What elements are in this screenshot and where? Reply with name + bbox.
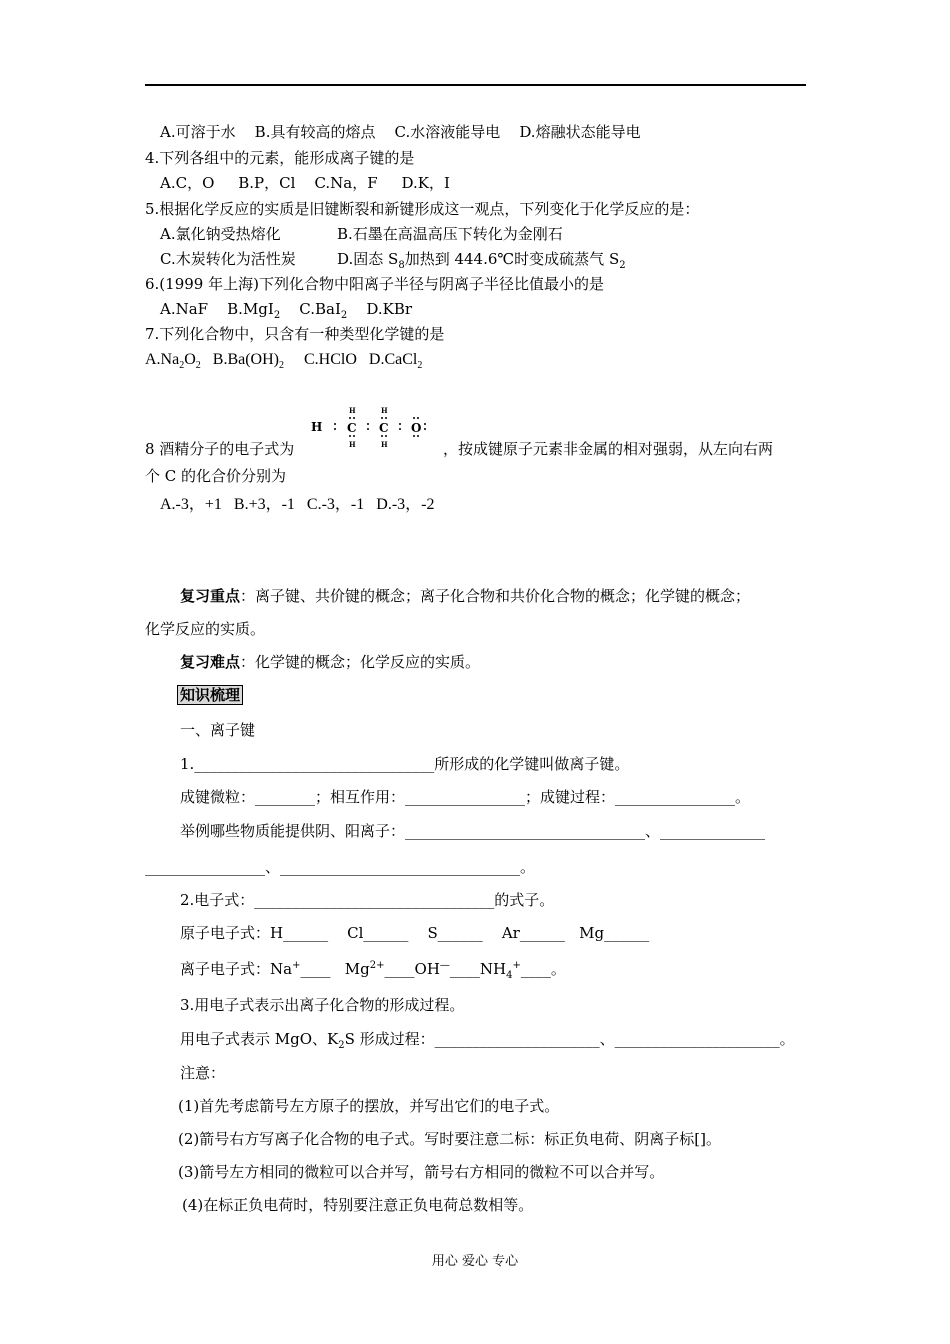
review-key: 复习重点：离子键、共价键的概念；离子化合物和共价化合物的概念；化学键的概念；: [180, 587, 751, 605]
q4-stem: 4.下列各组中的元素，能形成离子键的是: [145, 149, 415, 167]
q5-option-b: B.石墨在高温高压下转化为金刚石: [337, 225, 563, 243]
q7-stem: 7.下列化合物中，只含有一种类型化学键的是: [145, 325, 445, 343]
item-2-atom-formula: 原子电子式：H______ Cl______ S______ Ar______ Mg______: [180, 924, 650, 942]
review-difficulty: 复习难点：化学键的概念；化学反应的实质。: [180, 653, 481, 671]
item-1-particles: 成键微粒：________；相互作用：________________；成键过程：________________。: [180, 788, 751, 806]
lewis-c1: C: [347, 421, 357, 435]
lewis-o: O: [411, 421, 422, 435]
review-difficulty-label: 复习难点: [180, 653, 241, 671]
note-heading: 注意：: [180, 1064, 226, 1082]
q5-option-a: A.氯化钠受热熔化: [160, 225, 281, 243]
q5-option-c: C.木炭转化为活性炭: [160, 250, 296, 268]
item-2-ion-formula: 离子电子式：Na+____ $Mg^{2+}\_\_\_\_OH^—\_\_\_\_NH_4^+\_\_\_\_$。: [180, 960, 566, 981]
page-footer: 用心 爱心 专心: [431, 1254, 519, 1269]
section-1-heading: 一、离子键: [180, 721, 256, 739]
lewis-c2: C: [379, 421, 389, 435]
q8-options: A.-3，+1 B.+3，-1 C.-3，-1 D.-3，-2: [160, 496, 435, 513]
q5-stem: 5.根据化学反应的实质是旧键断裂和新键形成这一观点，下列变化于化学反应的是：: [145, 200, 700, 218]
q5-option-d: D.固态 $S_8$加热到 444.6℃时变成硫蒸气 $S_2$: [337, 250, 626, 271]
ethanol-lewis-structure: [309, 405, 427, 449]
item-1-examples-cont: ________________、________________________________。: [145, 858, 536, 876]
review-key-label: 复习重点: [180, 587, 241, 605]
note-3: (3)箭号左方相同的微粒可以合并写，箭号右方相同的微粒不可以合并写。: [178, 1163, 665, 1181]
q6-options: A.NaF B.MgI$_2$ C.BaI$_2$ D.KBr: [160, 300, 413, 321]
q3-options: A.可溶于水 B.具有较高的熔点 C.水溶液能导电 D.熔融状态能导电: [160, 123, 641, 141]
q7-options: $A.Na_2O_2$ $B.Ba(OH)_2$ C.HClO D.CaCl$_2$: [145, 351, 423, 371]
item-3: 3.用电子式表示出离子化合物的形成过程。: [180, 996, 465, 1014]
review-key-line2: 化学反应的实质。: [145, 620, 266, 638]
item-2: 2.电子式：________________________________的式子。: [180, 891, 555, 909]
q6-stem: 6.(1999 年上海)下列化合物中阳离子半径与阴离子半径比值最小的是: [145, 275, 604, 293]
q4-options: A.C，O B.P，Cl C.Na，F D.K，I: [160, 174, 450, 192]
lewis-h-left: H: [311, 420, 323, 434]
header-rule: [145, 84, 806, 86]
item-1: 1.________________________________所形成的化学键叫做离子键。: [180, 755, 630, 773]
lewis-h-bot2: H: [381, 440, 388, 449]
item-3-process: 用电子式表示 MgO、$K_2S$ 形成过程：______________________、______________________。: [180, 1030, 795, 1051]
q8-stem-line2: 个 C 的化合价分别为: [145, 467, 287, 485]
lewis-h-top1: H: [349, 406, 356, 415]
item-1-examples: 举例哪些物质能提供阴、阳离子：________________________________、______________: [180, 822, 766, 840]
q8-stem-post: ，按成键原子元素非金属的相对强弱，从左向右两: [443, 440, 774, 458]
lewis-h-top2: H: [381, 406, 388, 415]
section-title: 知识梳理: [177, 685, 243, 705]
lewis-h-bot1: H: [349, 440, 356, 449]
note-1: (1)首先考虑箭号左方原子的摆放，并写出它们的电子式。: [178, 1097, 560, 1115]
note-4: (4)在标正负电荷时，特别要注意正负电荷总数相等。: [182, 1196, 534, 1214]
q8-stem-pre: 8 酒精分子的电子式为: [145, 440, 295, 458]
note-2: (2)箭号右方写离子化合物的电子式。写时要注意二标：标正负电荷、阴离子标[]。: [178, 1130, 721, 1148]
